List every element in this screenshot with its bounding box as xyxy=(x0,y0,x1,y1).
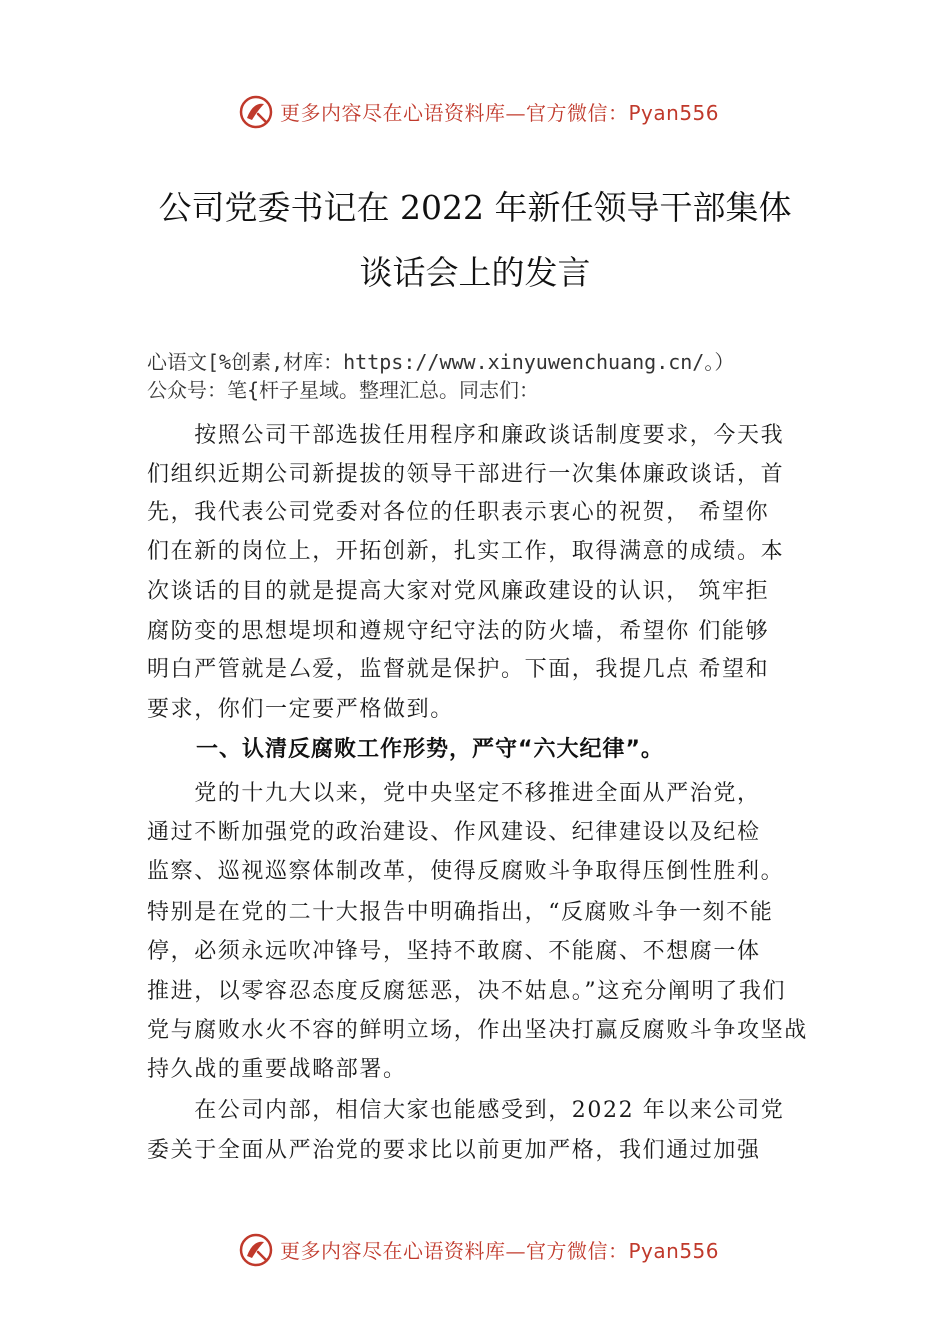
paragraph-line: 先，我代表公司党委对各位的任职表示衷心的祝贺， 希望你 xyxy=(147,500,770,525)
source-note-line1: 心语文[%创素,材库：https://www.xinyuwenchuang.cn/。） xyxy=(147,350,735,374)
paragraph-line: 在公司内部，相信大家也能感受到，2022 年以来公司党 xyxy=(147,1098,785,1123)
document-title-line2: 谈话会上的发言 xyxy=(359,253,591,292)
paragraph-line: 推进，以零容忍态度反腐惩恶，决不姑息。”这充分阐明了我们 xyxy=(147,979,787,1004)
paragraph-line: 次谈话的目的就是提高大家对党风廉政建设的认识， 筑牢拒 xyxy=(147,579,770,604)
footer-banner xyxy=(0,1230,950,1274)
header-banner xyxy=(0,92,950,136)
banner-wechat-id: Pyan556 xyxy=(628,1239,720,1263)
paragraph-line: 党的十九大以来，党中央坚定不移推进全面从严治党， xyxy=(147,781,761,806)
banner-separator: — xyxy=(505,1239,526,1263)
banner-wechat-id: Pyan556 xyxy=(628,101,720,125)
paragraph-line: 持久战的重要战略部署。 xyxy=(147,1057,407,1082)
banner-text xyxy=(280,101,719,125)
banner-tag: 官方微信： xyxy=(526,1239,629,1263)
banner-separator: — xyxy=(505,101,526,125)
document-title-line1: 公司党委书记在 2022 年新任领导干部集体 xyxy=(158,188,792,227)
section-heading-1: 一、认清反腐败工作形势，严守“六大纪律”。 xyxy=(196,737,664,762)
paragraph-line: 特别是在党的二十大报告中明确指出，“反腐败斗争一刻不能 xyxy=(147,900,774,925)
paragraph-line: 腐防变的思想堤坝和遵规守纪守法的防火墙，希望你 们能够 xyxy=(147,619,770,644)
banner-main-text: 更多内容尽在心语资料库 xyxy=(280,101,506,125)
paragraph-line: 明白严管就是厶爱，监督就是保护。下面，我提几点 希望和 xyxy=(147,657,770,682)
paragraph-line: 通过不断加强党的政治建设、作风建设、纪律建设以及纪检 xyxy=(147,820,761,845)
banner-text xyxy=(280,1239,719,1263)
paragraph-line: 停，必须永远吹冲锋号，坚持不敢腐、不能腐、不想腐一体 xyxy=(147,939,761,964)
source-note-line2: 公众号：笔{杆子星域。整理汇总。同志们： xyxy=(147,378,540,402)
paragraph-line: 们在新的岗位上，开拓创新，扎实工作，取得满意的成绩。本 xyxy=(147,539,785,564)
paragraph-line: 们组织近期公司新提拔的领导干部进行一次集体廉政谈话，首 xyxy=(147,462,785,487)
paragraph-line: 监察、巡视巡察体制改革，使得反腐败斗争取得压倒性胜利。 xyxy=(147,859,785,884)
banner-main-text: 更多内容尽在心语资料库 xyxy=(280,1239,506,1263)
seal-logo-icon xyxy=(238,94,274,130)
paragraph-line: 委关于全面从严治党的要求比以前更加严格，我们通过加强 xyxy=(147,1138,761,1163)
paragraph-line: 党与腐败水火不容的鲜明立场，作出坚决打赢反腐败斗争攻坚战 xyxy=(147,1018,808,1043)
banner-tag: 官方微信： xyxy=(526,101,629,125)
seal-logo-icon xyxy=(238,1232,274,1268)
paragraph-line: 按照公司干部选拔任用程序和廉政谈话制度要求，今天我 xyxy=(147,423,785,448)
paragraph-line: 要求，你们一定要严格做到。 xyxy=(147,697,454,722)
